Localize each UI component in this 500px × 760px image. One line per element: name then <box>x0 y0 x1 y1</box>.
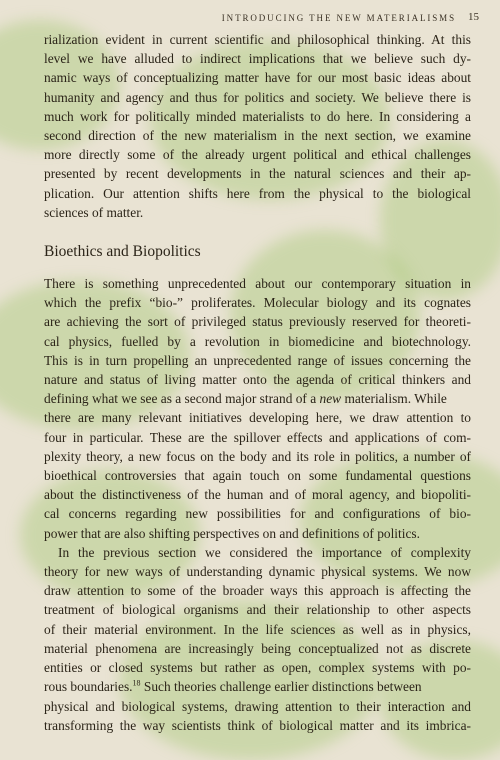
text-line: are achieving the sort of privileged status previously reserved for theoreti- <box>44 314 471 330</box>
text-line: cal concerns regarding new possibilities for and configurations of bio- <box>44 506 471 522</box>
emphasis: new <box>319 391 342 407</box>
text-line: presented by recent developments in the natural sciences and their ap- <box>44 166 471 182</box>
text-line: bioethical controversies that again touch on some fundamental questions <box>44 468 471 484</box>
text-line: which the prefix “bio-” proliferates. Molecular biology and its cognates <box>44 295 471 311</box>
text-line: plexity theory, a new focus on the body and its role in politics, a number of <box>44 448 471 464</box>
footnote-reference[interactable]: 18 <box>132 678 141 688</box>
text-line: entities or closed systems but rather as open, complex systems with po- <box>44 660 471 676</box>
text-line: rialization evident in current scientific and philosophical thinking. At this <box>44 32 471 47</box>
text-line: In the previous section we considered the importance of complexity <box>58 544 471 560</box>
text-line: namic ways of conceptualizing matter have for our most basic ideas about <box>44 70 471 86</box>
text-line: level we have alluded to indirect implications that we believe such dy- <box>44 51 471 67</box>
text-line: material phenomena are increasingly being conceptualized not as discrete <box>44 640 471 656</box>
text-fragment: Such theories challenge earlier distinctions between <box>143 679 422 695</box>
text-line: there are many relevant initiatives developing here, we draw attention to <box>44 410 471 426</box>
text-line <box>44 677 471 696</box>
text-line: much work for politically minded materialists to do here. In considering a <box>44 108 471 124</box>
text-line: second direction of the new materialism in the next section, we examine <box>44 128 471 144</box>
paragraph <box>44 274 471 543</box>
page-number: 15 <box>468 11 479 23</box>
continued-paragraph <box>44 30 471 222</box>
text-fragment: defining what we see as a second major strand of a <box>44 391 317 407</box>
text-line: power that are also shifting perspectives on and definitions of politics. <box>44 525 420 541</box>
text-fragment: rous boundaries. <box>44 679 133 695</box>
body-text <box>44 30 471 735</box>
text-line: physical and biological systems, drawing attention to their interaction and <box>44 698 471 714</box>
text-line: four in particular. These are the spillover effects and applications of com- <box>44 429 471 445</box>
text-fragment: materialism. While <box>344 391 447 407</box>
running-title: INTRODUCING THE NEW MATERIALISMS <box>221 13 456 23</box>
text-line: cal physics, fuelled by a revolution in biomedicine and biotechnology. <box>44 333 471 349</box>
text-line: of their material environment. In the life sciences as well as in physics, <box>44 621 471 637</box>
text-line: more directly some of the already urgent political and ethical challenges <box>44 147 471 163</box>
running-header <box>0 10 500 26</box>
text-line: transforming the way scientists think of biological matter and its imbrica- <box>44 717 471 733</box>
text-line <box>44 389 471 408</box>
text-line: theory for new ways of understanding dynamic physical systems. We now <box>44 564 471 580</box>
text-line: This is in turn propelling an unprecedented range of issues concerning the <box>44 352 471 368</box>
text-line: plication. Our attention shifts here from the physical to the biological <box>44 185 471 201</box>
text-line: sciences of matter. <box>44 204 144 220</box>
text-line: treatment of biological organisms and their relationship to other aspects <box>44 602 471 618</box>
text-line: nature and status of living matter onto the agenda of critical thinkers and <box>44 372 471 388</box>
text-line: humanity and agency and thus for politics and society. We believe there is <box>44 89 471 105</box>
section-heading: Bioethics and Biopolitics <box>44 243 201 261</box>
text-line: about the distinctiveness of the human and of moral agency, and biopoliti- <box>44 487 471 503</box>
text-line: draw attention to some of the broader ways this approach is affecting the <box>44 583 471 599</box>
text-line: There is something unprecedented about our contemporary situation in <box>44 276 471 292</box>
paragraph <box>44 543 471 735</box>
